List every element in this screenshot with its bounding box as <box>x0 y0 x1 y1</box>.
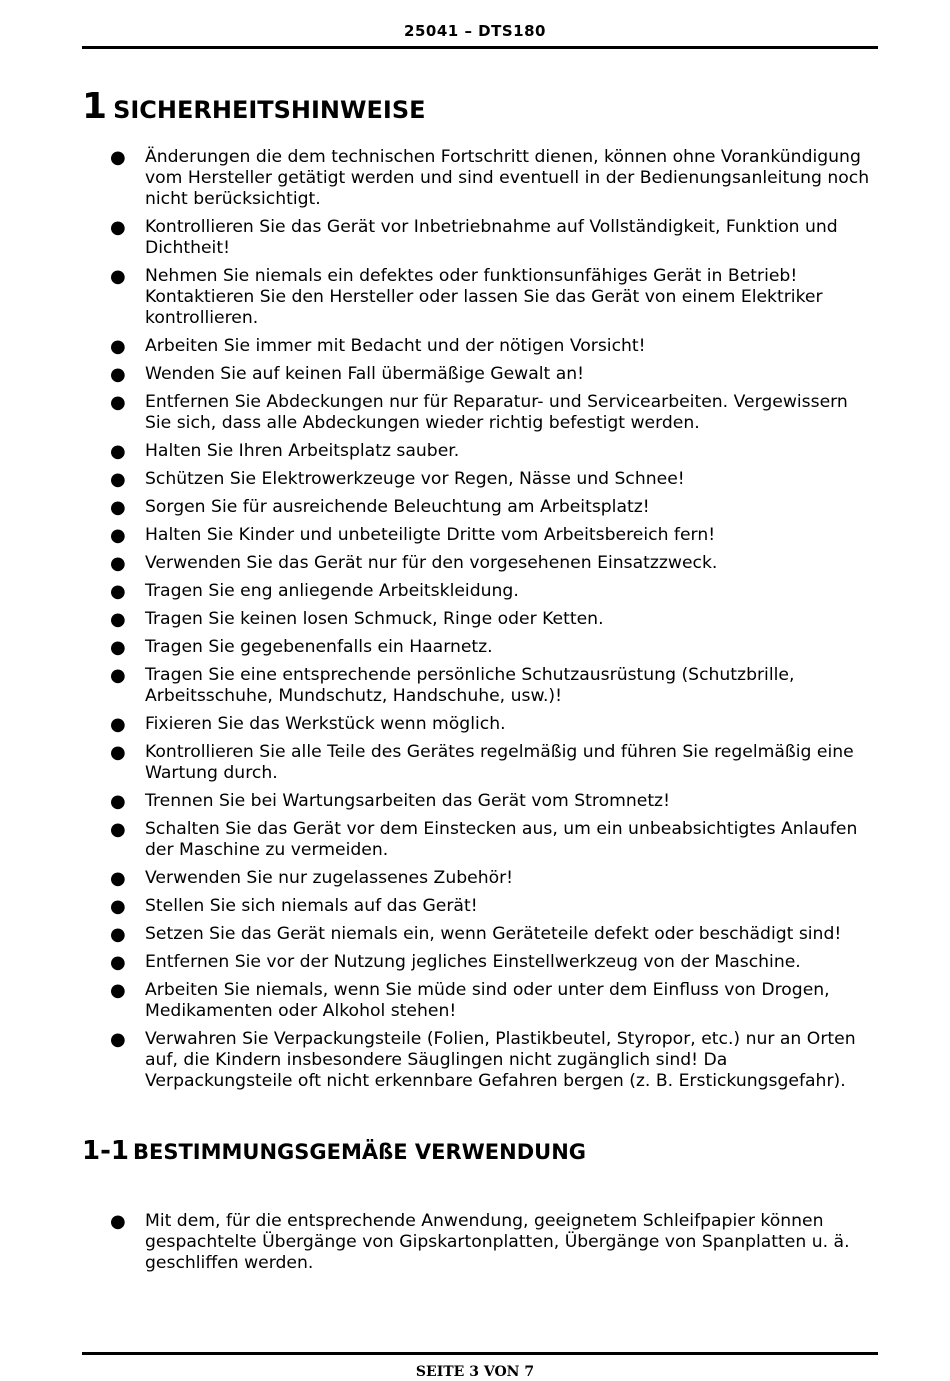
list-item-text: Sorgen Sie für ausreichende Beleuchtung am Arbeitsplatz! <box>145 497 650 517</box>
list-item-text: Fixieren Sie das Werkstück wenn möglich. <box>145 714 506 734</box>
list-item-text: Tragen Sie eine entsprechende persönliche Schutzausrüstung (Schutzbrille, Arbeitsschuhe, Mundschutz, Handschuhe, usw.)! <box>145 665 795 706</box>
list-item <box>110 525 870 546</box>
list-item <box>110 553 870 574</box>
list-item <box>110 1211 870 1274</box>
list-item <box>110 791 870 812</box>
list-item <box>110 868 870 889</box>
list-item-text: Mit dem, für die entsprechende Anwendung, geeignetem Schleifpapier können gespachtelte Übergänge von Gipskartonplatten, Übergänge von Spanplatten u. ä. geschliffen werden. <box>145 1211 850 1273</box>
bullet-icon: ● <box>110 924 126 945</box>
list-item-text: Stellen Sie sich niemals auf das Gerät! <box>145 896 478 916</box>
list-item-text: Entfernen Sie vor der Nutzung jegliches Einstellwerkzeug von der Maschine. <box>145 952 801 972</box>
list-item <box>110 742 870 784</box>
header-rule <box>82 46 878 49</box>
list-item-text: Tragen Sie gegebenenfalls ein Haarnetz. <box>145 637 493 657</box>
list-item-text: Verwahren Sie Verpackungsteile (Folien, Plastikbeutel, Styropor, etc.) nur an Orten auf, die Kindern insbesondere Säuglingen nicht zugänglich sind! Da Verpackungsteile oft nicht erkennbare Gefahren bergen (z. B. Erstickungsgefahr). <box>145 1029 856 1091</box>
list-item <box>110 581 870 602</box>
list-item <box>110 637 870 658</box>
bullet-icon: ● <box>110 819 126 840</box>
list-item <box>110 497 870 518</box>
list-item-text: Nehmen Sie niemals ein defektes oder funktionsunfähiges Gerät in Betrieb! Kontaktieren Sie den Hersteller oder lassen Sie das Gerät von einem Elektriker kontrollieren. <box>145 266 823 328</box>
list-item <box>110 336 870 357</box>
section-number: 1 <box>82 86 108 127</box>
list-item <box>110 147 870 210</box>
list-item-text: Schalten Sie das Gerät vor dem Einstecken aus, um ein unbeabsichtigtes Anlaufen der Maschine zu vermeiden. <box>145 819 858 860</box>
list-item-text: Schützen Sie Elektrowerkzeuge vor Regen, Nässe und Schnee! <box>145 469 685 489</box>
list-item-text: Tragen Sie keinen losen Schmuck, Ringe oder Ketten. <box>145 609 604 629</box>
list-item <box>110 266 870 329</box>
list-item-text: Wenden Sie auf keinen Fall übermäßige Gewalt an! <box>145 364 585 384</box>
list-item-text: Kontrollieren Sie das Gerät vor Inbetriebnahme auf Vollständigkeit, Funktion und Dichtheit! <box>145 217 838 258</box>
list-item-text: Arbeiten Sie niemals, wenn Sie müde sind oder unter dem Einfluss von Drogen, Medikamenten oder Alkohol stehen! <box>145 980 830 1021</box>
document-header-title: 25041 – DTS180 <box>404 22 546 40</box>
list-item <box>110 924 870 945</box>
bullet-icon: ● <box>110 441 126 462</box>
list-item <box>110 364 870 385</box>
bullet-icon: ● <box>110 147 126 168</box>
list-item-text: Kontrollieren Sie alle Teile des Gerätes regelmäßig und führen Sie regelmäßig eine Wartung durch. <box>145 742 854 783</box>
list-item <box>110 217 870 259</box>
bullet-icon: ● <box>110 525 126 546</box>
bullet-icon: ● <box>110 742 126 763</box>
list-item-text: Verwenden Sie das Gerät nur für den vorgesehenen Einsatzzweck. <box>145 553 718 573</box>
subsection-number: 1-1 <box>82 1136 129 1166</box>
list-item <box>110 714 870 735</box>
list-item-text: Arbeiten Sie immer mit Bedacht und der nötigen Vorsicht! <box>145 336 646 356</box>
bullet-icon: ● <box>110 469 126 490</box>
bullet-icon: ● <box>110 581 126 602</box>
section-heading-1-1 <box>82 1136 586 1166</box>
bullet-icon: ● <box>110 1029 126 1050</box>
intended-use-list <box>110 1211 870 1281</box>
subsection-title: BESTIMMUNGSGEMÄßE VERWENDUNG <box>132 1140 587 1164</box>
list-item-text: Halten Sie Kinder und unbeteiligte Dritte vom Arbeitsbereich fern! <box>145 525 716 545</box>
safety-instructions-list <box>110 147 870 1099</box>
list-item-text: Setzen Sie das Gerät niemals ein, wenn Geräteteile defekt oder beschädigt sind! <box>145 924 842 944</box>
bullet-icon: ● <box>110 392 126 413</box>
section-title: SICHERHEITSHINWEISE <box>113 96 426 124</box>
bullet-icon: ● <box>110 952 126 973</box>
list-item <box>110 819 870 861</box>
list-item-text: Änderungen die dem technischen Fortschritt dienen, können ohne Vorankündigung vom Hersteller getätigt werden und sind eventuell in der Bedienungsanleitung noch nicht berücksichtigt. <box>145 147 870 209</box>
list-item <box>110 441 870 462</box>
list-item-text: Halten Sie Ihren Arbeitsplatz sauber. <box>145 441 460 461</box>
list-item <box>110 952 870 973</box>
bullet-icon: ● <box>110 980 126 1001</box>
bullet-icon: ● <box>110 791 126 812</box>
bullet-icon: ● <box>110 637 126 658</box>
bullet-icon: ● <box>110 553 126 574</box>
bullet-icon: ● <box>110 609 126 630</box>
page-number: SEITE 3 VON 7 <box>415 1364 535 1380</box>
bullet-icon: ● <box>110 497 126 518</box>
list-item <box>110 980 870 1022</box>
list-item <box>110 1029 870 1092</box>
bullet-icon: ● <box>110 665 126 686</box>
bullet-icon: ● <box>110 336 126 357</box>
list-item-text: Trennen Sie bei Wartungsarbeiten das Gerät vom Stromnetz! <box>145 791 670 811</box>
list-item-text: Tragen Sie eng anliegende Arbeitskleidung. <box>145 581 519 601</box>
list-item-text: Verwenden Sie nur zugelassenes Zubehör! <box>145 868 514 888</box>
bullet-icon: ● <box>110 266 126 287</box>
list-item <box>110 896 870 917</box>
bullet-icon: ● <box>110 868 126 889</box>
bullet-icon: ● <box>110 714 126 735</box>
list-item <box>110 609 870 630</box>
list-item-text: Entfernen Sie Abdeckungen nur für Reparatur- und Servicearbeiten. Vergewissern Sie sich, dass alle Abdeckungen wieder richtig befestigt werden. <box>145 392 848 433</box>
list-item <box>110 469 870 490</box>
bullet-icon: ● <box>110 364 126 385</box>
section-heading-1 <box>82 86 426 127</box>
bullet-icon: ● <box>110 896 126 917</box>
footer-rule <box>82 1352 878 1355</box>
bullet-icon: ● <box>110 1211 126 1232</box>
bullet-icon: ● <box>110 217 126 238</box>
list-item <box>110 665 870 707</box>
list-item <box>110 392 870 434</box>
